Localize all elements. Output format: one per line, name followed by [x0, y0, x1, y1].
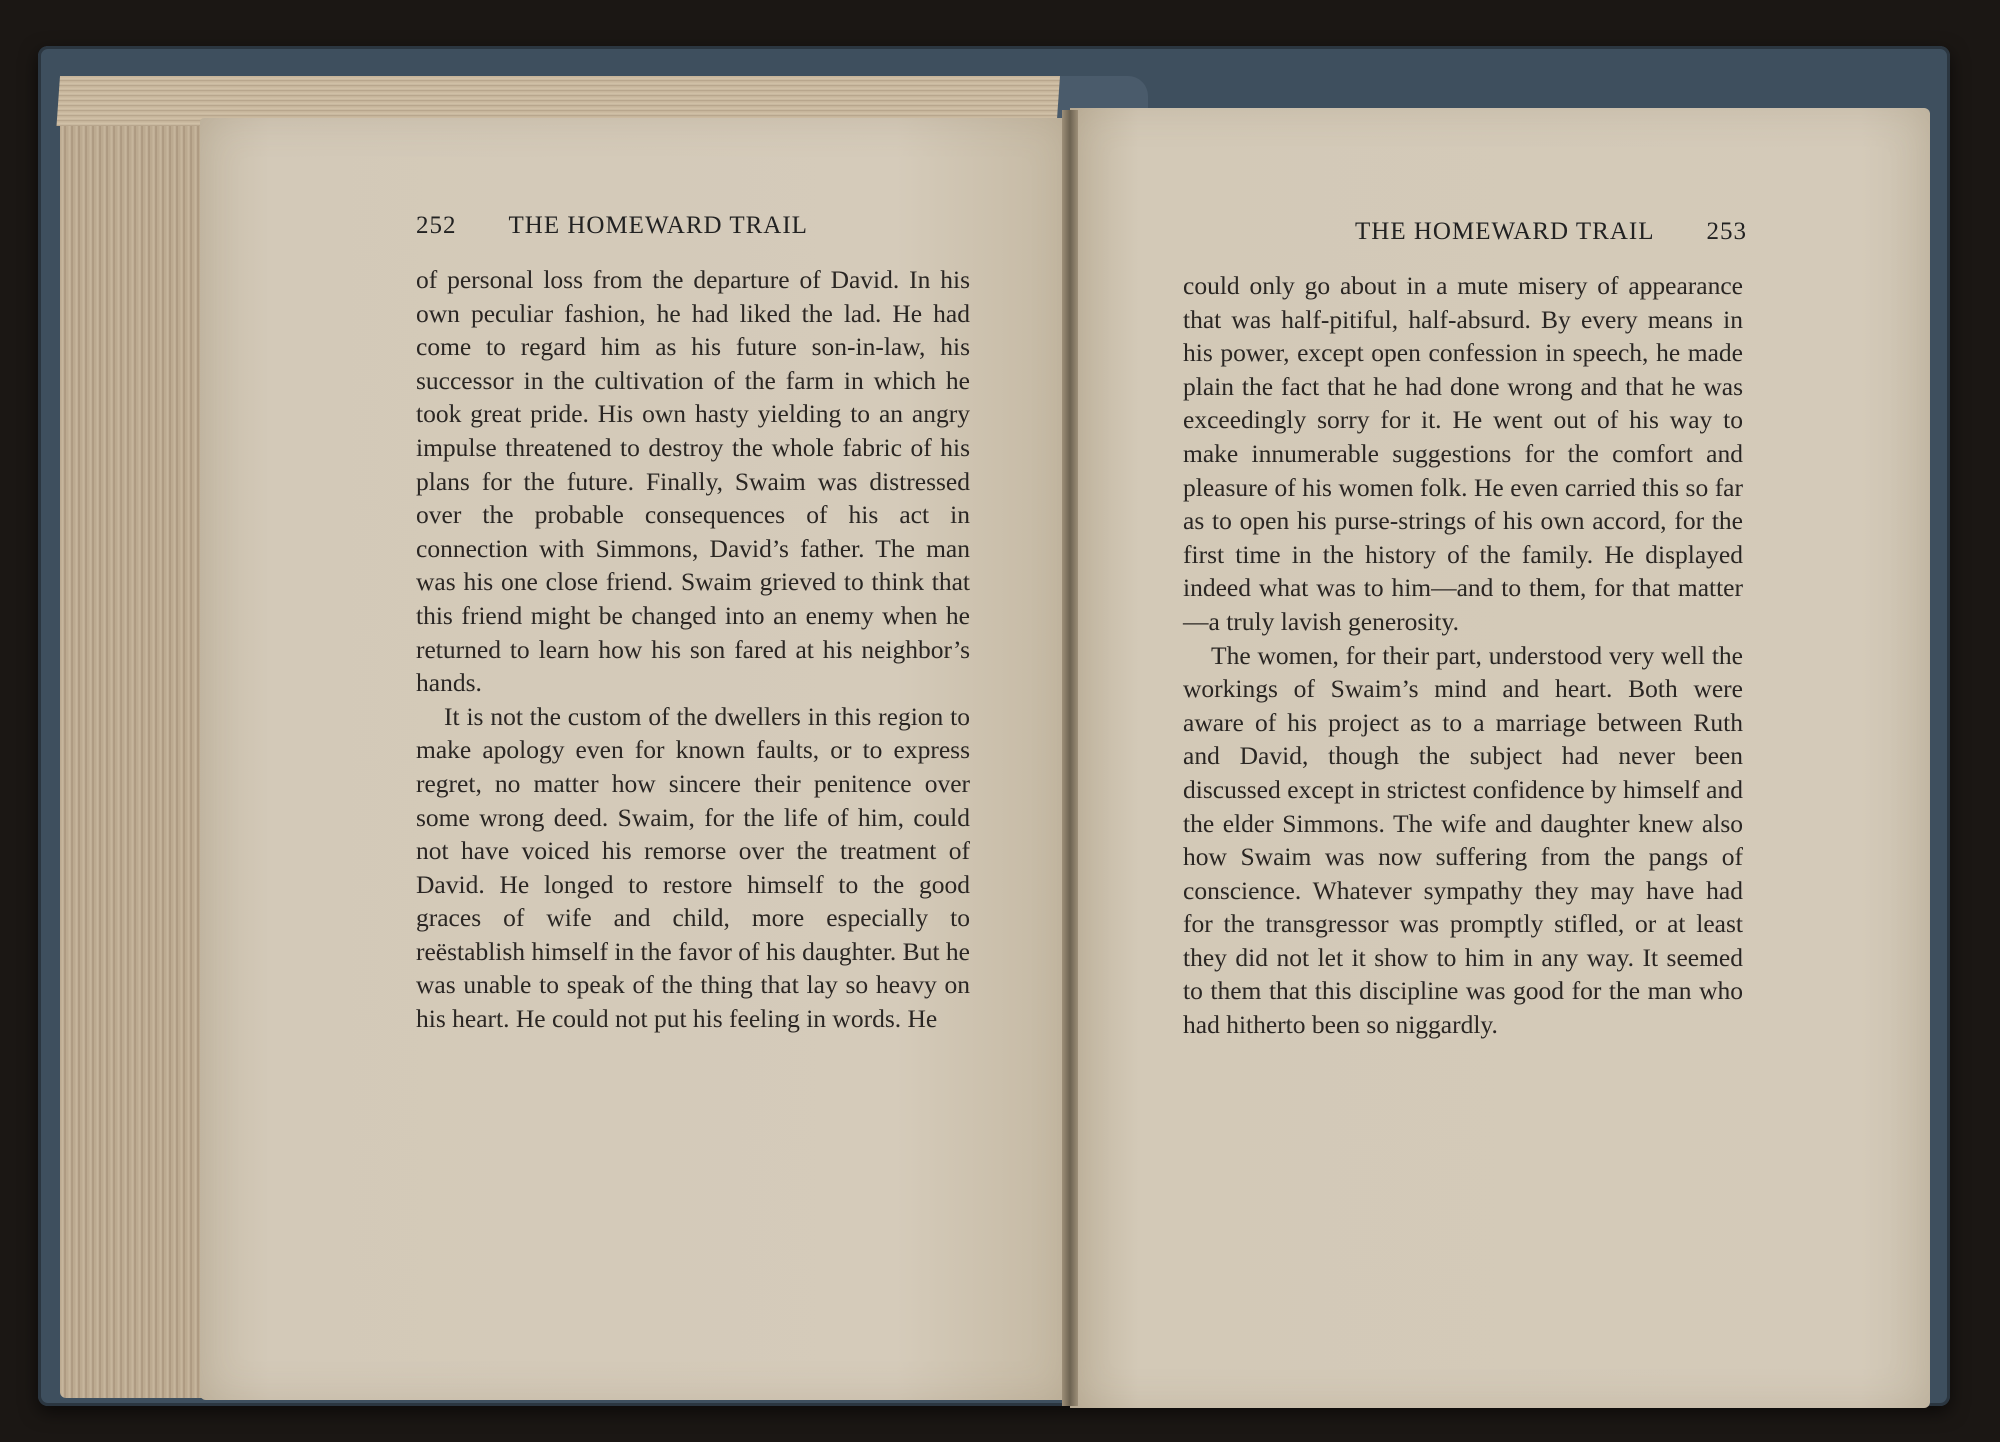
left-paragraph-1: of personal loss from the departure of David. In his own peculiar fashion, he had liked the lad. He had come to regard him as his future son-in-law, his successor in the cultivation of the farm in which he took great pride. His own hasty yielding to an angry impulse threatened to destroy the whole fabric of his plans for the future. Finally, Swaim was distressed over the probable consequences of his act in connection with Simmons, David’s father. The man was his one close friend. Swaim grieved to think that this friend might be changed into an enemy when he returned to learn how his son fared at his neighbor’s hands.	[416, 265, 970, 698]
right-page-number: 253	[1706, 218, 1747, 245]
right-page-text	[1183, 269, 1743, 1042]
left-running-title: THE HOMEWARD TRAIL	[508, 212, 808, 239]
left-page-number: 252	[416, 212, 457, 239]
right-paragraph-2: The women, for their part, understood very well the workings of Swaim’s mind and heart. Both were aware of his project as to a marriage between Ruth and David, though the subject had never been discussed except in strictest confidence by himself and the elder Simmons. The wife and daughter knew also how Swaim was now suffering from the pangs of conscience. Whatever sympathy they may have had for the transgressor was promptly stifled, or at least they did not let it show to him in any way. It seemed to them that this discipline was good for the man who had hitherto been so niggardly.	[1183, 640, 1743, 1040]
left-page-text	[416, 263, 970, 1036]
left-running-head	[416, 212, 876, 240]
page-edges-stack	[60, 78, 220, 1398]
right-running-title: THE HOMEWARD TRAIL	[1355, 218, 1655, 245]
right-paragraph-1: could only go about in a mute misery of appearance that was half-pitiful, half-absurd. By every means in his power, except open confession in speech, he made plain the fact that he had done wrong and that he was exceedingly sorry for it. He went out of his way to make innumerable suggestions for the comfort and pleasure of his women folk. He even carried this so far as to open his purse-strings of his own accord, for the first time in the history of the family. He displayed indeed what was to him—and to them, for that matter—a truly lavish generosity.	[1183, 271, 1743, 636]
right-running-head	[1273, 218, 1747, 246]
left-paragraph-2: It is not the custom of the dwellers in this region to make apology even for known faults, or to express regret, no matter how sincere their penitence over some wrong deed. Swaim, for the life of him, could not have voiced his remorse over the treatment of David. He longed to restore himself to the good graces of wife and child, more especially to reëstablish himself in the favor of his daughter. But he was unable to speak of the thing that lay so heavy on his heart. He could not put his feeling in words. He	[416, 701, 970, 1034]
book-gutter	[1062, 110, 1078, 1406]
